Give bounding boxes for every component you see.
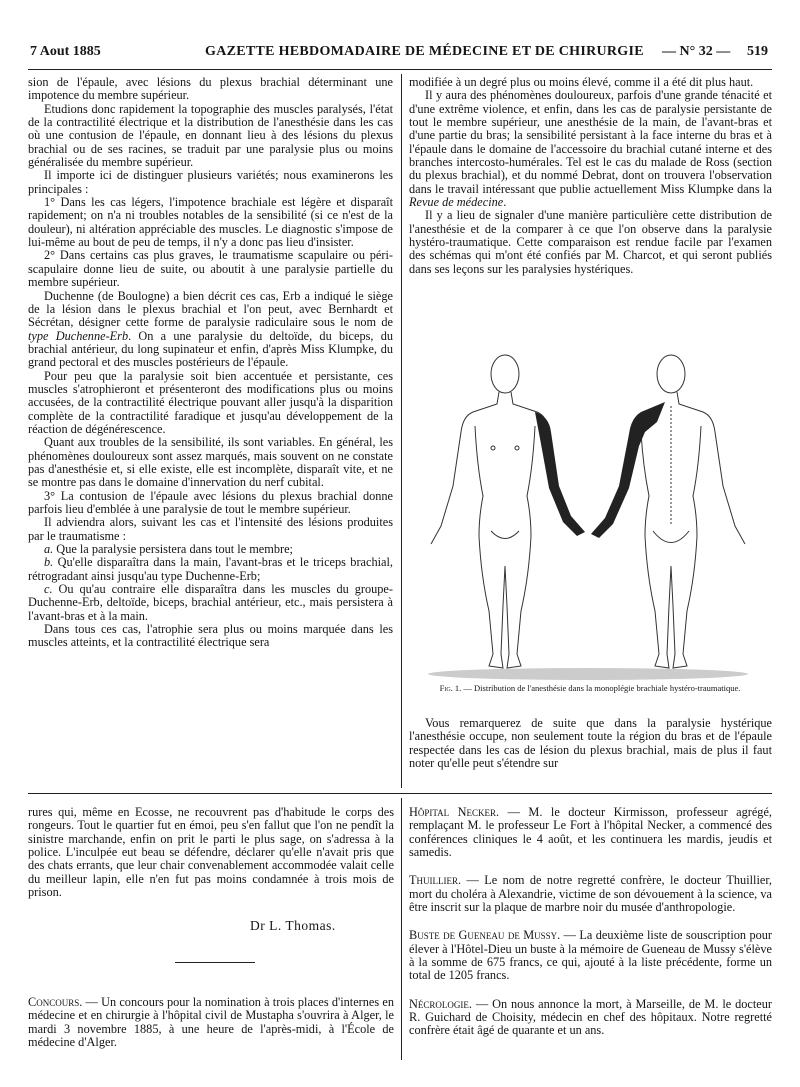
header-date: 7 Aout 1885 [30,44,101,59]
news-text: — La deuxième liste de souscription pour élever à l'Hôtel-Dieu un buste à la mémoire de Gueneau de Mussy s'élève à la somme de 675 francs, ce qui, ajouté à la liste précédente, forme un total de 1205 francs. [409,928,773,983]
left-column [28,76,393,650]
news-title: Buste de Gueneau de Mussy. [409,928,561,943]
paragraph: 1° Dans les cas légers, l'impotence brachiale est légère et disparaît rapidement; on n'a ni troubles notables de la sensibilité (si ce n'est de la douleur), ni altération appréciable des muscles. Le diagnostic s'impose de lui-même au bout de peu de temps, il n'y a donc pas lieu d'insister. [28,195,393,250]
header-rule [28,69,772,70]
paragraph: Pour peu que la paralysie soit bien accentuée et persistante, ces muscles s'atrophieront et présenteront des modifications plus ou moins accusées, de la contractilité électrique pouvant aller jusqu'à la disparition complète de la contractilité faradique et jusqu'au développement de la réaction de dégénérescence. [28,368,393,436]
paragraph: Vous remarquerez de suite que dans la paralysie hystérique l'anesthésie occupe, non seulement toute la région du bras et de l'épaule respectée dans les cas de lésion du plexus brachial, mais de plus il faut noter qu'elle peut s'étendre sur [409,716,772,771]
right-column-bottom [409,717,772,770]
text: Que la paralysie persistera dans tout le membre; [53,542,293,557]
paragraph: sion de l'épaule, avec lésions du plexus brachial déterminant une impotence du membre supérieur. [28,75,393,103]
news-text: — On nous annonce la mort, à Marseille, de M. le docteur R. Guichard de Choisity, médecin en chef des hôpitaux. Notre regretté confrère était âgé de quarante et un ans. [409,996,772,1038]
paragraph: modifiée à un degré plus ou moins élevé, comme il a été dit plus haut. [409,75,754,89]
column-divider-top [401,74,402,788]
news-title: Hôpital Necker. [409,805,500,819]
author-signature: Dr L. Thomas. [250,918,336,933]
text: Ou qu'au contraire elle disparaîtra dans les muscles du groupe-Duchenne-Erb, deltoïde, biceps, brachial antérieur, etc., mais persistera à l'avant-bras et à la main. [28,582,393,623]
paragraph [409,89,772,209]
paragraph: Il importe ici de distinguer plusieurs variétés; nous examinerons les principales : [28,168,393,196]
paragraph: Il adviendra alors, suivant les cas et l'intensité des lésions produites par le traumatisme : [28,515,393,543]
concours-notice [28,996,394,1049]
notice-title: Concours. [28,995,83,1009]
section-rule [28,793,772,794]
news-title: Nécrologie. [409,996,472,1011]
journal-title: GAZETTE HEBDOMADAIRE DE MÉDECINE ET DE CHIRURGIE [205,44,644,59]
list-item [28,583,393,623]
list-marker: b. [44,555,54,570]
caption-text: Distribution de l'anesthésie dans la monoplégie brachiale hystéro-traumatique. [474,683,741,693]
list-marker: a. [44,542,54,557]
news-text: — M. le docteur Kirmisson, professeur agrégé, remplaçant M. le professeur Le Fort à l'hôpital Necker, a commencé des conférences cliniques le 4 août, et les continuera les mardis, jeudis et samedis. [409,805,772,860]
column-divider-bottom [401,798,402,1060]
paragraph: Il y a lieu de signaler d'une manière particulière cette distribution de l'anesthésie et de la comparer à ce que l'on observe dans la paralysie hystéro-traumatique. Cette comparaison est rendue facile par l'examen des schémas qui m'ont été confiés par M. Charcot, et qui seront publiés dans ses leçons sur les paralysies hystériques. [409,208,772,276]
paragraph [28,290,393,370]
page-number: 519 [747,44,768,59]
caption-label: Fig. 1. — [439,683,472,693]
text: Qu'elle disparaîtra dans la main, l'avant-bras et le triceps brachial, rétrogradant ainsi jusqu'au type Duchenne-Erb; [28,555,393,583]
news-item [409,874,772,914]
type-name: type Duchenne-Erb [28,328,129,343]
paragraph: Etudions donc rapidement la topographie des muscles paralysés, l'état de la contractilité électrique et la distribution de l'anesthésie dans les cas où une contusion de l'épaule, en donnant lieu à des lésions du plexus brachial ou de ses racines, se traduit par une paralysie plus ou moins généralisée du membre supérieur. [28,101,393,170]
paragraph: 3° La contusion de l'épaule avec lésions du plexus brachial donne parfois lieu d'emblée à une paralysie de tout le membre supérieur. [28,488,393,516]
paragraph: 2° Dans certains cas plus graves, le traumatisme scapulaire ou péri-scapulaire donne lieu de suite, ou aboutit à une paralysie partielle du membre supérieur. [28,248,393,290]
ground-shadow [428,668,748,680]
anatomical-figure [413,336,763,716]
running-header [30,44,768,66]
paragraph: rures qui, même en Ecosse, ne recouvrent pas d'habitude le corps des rongeurs. Tout le quartier fut en émoi, peu s'en fallut que l'on ne pendît la sinistre marchande, enfin on prit le parti le plus sage, on s'adressa à la police. L'inculpée eut beau se défendre, déclarer qu'elle n'avait pris que des chats errants, que leur chair convenablement accommodée valait celle du meilleur lapin, elle n'en fut pas moins condamnée à trois mois de prison. [28,805,394,900]
news-item [409,998,772,1038]
paragraph: Dans tous ces cas, l'atrophie sera plus ou moins marquée dans les muscles atteints, et la contractilité électrique sera [28,622,393,650]
list-item [28,543,393,556]
journal-name: Revue de médecine [409,195,504,210]
bottom-left-column [28,806,394,899]
text: Duchenne (de Boulogne) a bien décrit ces cas, Erb a indiqué le siège de la lésion dans le plexus brachial et l'on peut, avec Bernhardt et Sécrétan, désigner cette forme de paralysie radiculaire sous le nom de [28,288,393,330]
paragraph: Quant aux troubles de la sensibilité, ils sont variables. En général, les phénomènes douloureux sont assez marqués, mais souvent on ne constate pas d'anesthésie et, si elle existe, elle est incomplète, disparaît vite, et ne se montre pas dans le domaine d'innervation du nerf cubital. [28,435,393,490]
back-figure [641,355,745,668]
issue-number: — N° 32 — [662,44,731,59]
text: . [503,195,507,210]
bottom-right-column [409,806,772,1038]
list-item [28,556,393,583]
news-item [409,806,772,859]
ornament-rule [175,962,255,963]
text: Il y aura des phénomènes douloureux, parfois d'une grande ténacité et d'une extrême violence, et enfin, dans les cas de paralysie persistante de tout le membre supérieur, une anesthésie de la main, de l'avant-bras et d'une partie du bras; la sensibilité persistant à la face interne du bras et à l'épaule dans le domaine de l'accessoire du brachial cutané interne et des branches intercosto-humérales. Tel est le cas du malade de Ross (section du plexus brachial), et du nommé Debrat, dont on trouvera l'observation dans le travail intéressant que publie actuellement Miss Klumpke dans la [409,88,772,196]
list-marker: c. [44,582,53,597]
news-item [409,929,772,982]
anesthesia-shading-front [535,412,585,536]
figure-caption [430,683,750,693]
news-text: — Le nom de notre regretté confrère, le docteur Thuillier, mort du choléra à Alexandrie, victime de son dévouement à la science, va être inscrit sur la plaque de marbre noir du musée d'anthropologie. [409,873,772,915]
notice-text: — Un concours pour la nomination à trois places d'internes en médecine et en chirurgie à l'hôpital civil de Mustapha s'ouvrira à Alger, le mardi 3 novembre 1885, à une heure de l'après-midi, à l'École de médecine d'Alger. [28,995,394,1050]
news-title: Thuillier. [409,873,462,888]
right-column-top [409,76,772,276]
text: . On a une paralysie du deltoïde, du biceps, du brachial antérieur, du long supinateur et enfin, d'après Miss Klumpke, du grand pectoral et des muscles postérieurs de l'épaule. [28,328,393,370]
front-figure [431,355,567,668]
anesthesia-shading-back [591,402,665,538]
